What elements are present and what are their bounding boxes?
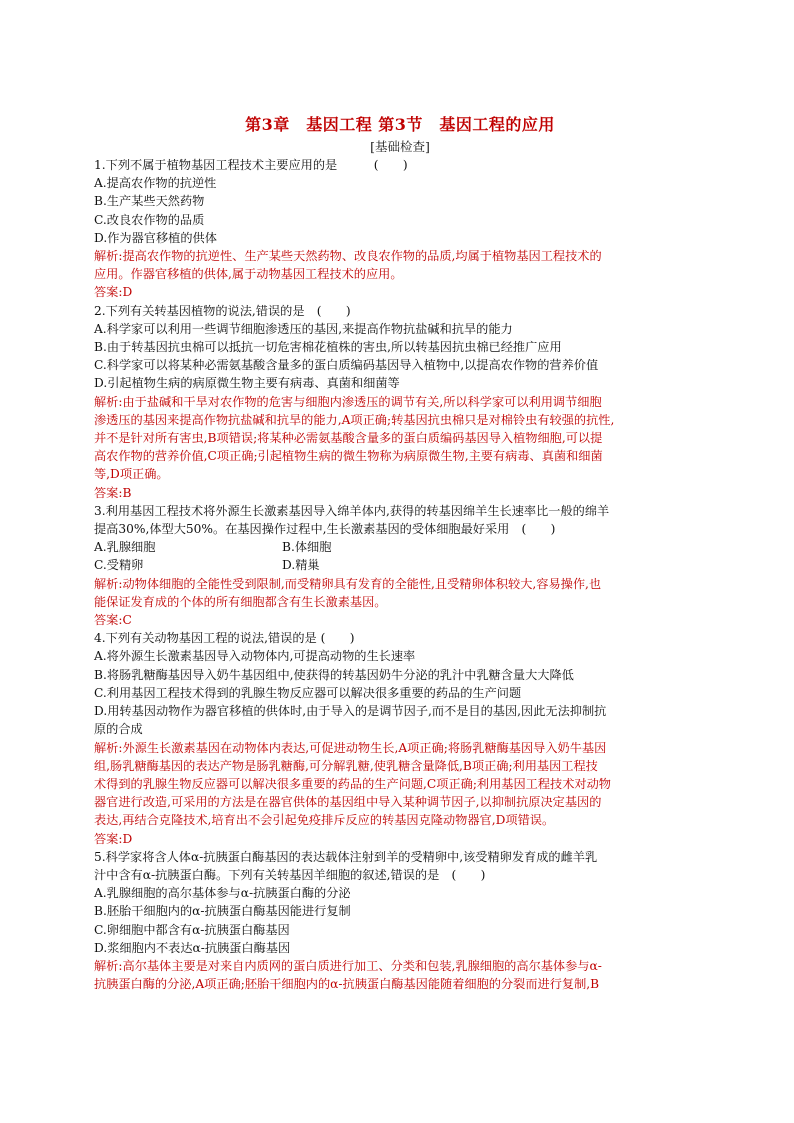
question-5 <box>94 848 706 994</box>
option-d: D.用转基因动物作为器官移植的供体时,由于导入的是调节因子,而不是目的基因,因此无法抑制抗 <box>94 704 607 719</box>
question-stem: 3.利用基因工程技术将外源生长激素基因导入绵羊体内,获得的转基因绵羊生长速率比一般的绵羊 <box>94 503 610 518</box>
question-stem: 1.下列不属于植物基因工程技术主要应用的是 ( ) <box>94 158 408 172</box>
option-b: B.体细胞 <box>282 540 332 555</box>
analysis-line: 解析:提高农作物的抗逆性、生产某些天然药物、改良农作物的品质,均属于植物基因工程技术的 <box>94 249 602 264</box>
document-page <box>94 114 706 993</box>
option-d: D.精巢 <box>282 558 320 573</box>
option-a: A.科学家可以利用一些调节细胞渗透压的基因,来提高作物抗盐碱和抗旱的能力 <box>94 321 513 336</box>
question-stem: 汁中含有α-抗胰蛋白酶。下列有关转基因羊细胞的叙述,错误的是 ( ) <box>94 867 486 882</box>
answer-line: 答案:D <box>94 285 133 300</box>
option-c: C.改良农作物的品质 <box>94 212 205 227</box>
question-stem: 5.科学家将含人体α-抗胰蛋白酶基因的表达载体注射到羊的受精卵中,该受精卵发育成的雌羊乳 <box>94 849 598 864</box>
option-d-continued: 原的合成 <box>94 722 143 737</box>
option-a: A.将外源生长激素基因导入动物体内,可提高动物的生长速率 <box>94 649 416 664</box>
option-b: B.由于转基因抗虫棉可以抵抗一切危害棉花植株的害虫,所以转基因抗虫棉已经推广应用 <box>94 340 562 355</box>
option-b: B.将肠乳糖酶基因导入奶牛基因组中,使获得的转基因奶牛分泌的乳汁中乳糖含量大大降低 <box>94 667 574 682</box>
analysis-line: 能保证发育成的个体的所有细胞都含有生长激素基因。 <box>94 594 387 609</box>
options-row <box>94 538 706 556</box>
answer-line: 答案:B <box>94 485 132 500</box>
option-c: C.科学家可以将某种必需氨基酸含量多的蛋白质编码基因导入植物中,以提高农作物的营养价值 <box>94 358 599 373</box>
question-stem: 4.下列有关动物基因工程的说法,错误的是 ( ) <box>94 631 355 646</box>
answer-line: 答案:C <box>94 613 132 628</box>
page-title: 第3章 基因工程 第3节 基因工程的应用 <box>245 115 555 134</box>
option-b: B.生产某些天然药物 <box>94 194 205 209</box>
option-d: D.作为器官移植的供体 <box>94 230 217 245</box>
analysis-line: 术得到的乳腺生物反应器可以解决很多重要的药品的生产问题,C项正确;利用基因工程技术对动物 <box>94 776 611 791</box>
question-2 <box>94 302 706 502</box>
analysis-line: 解析:由于盐碱和干旱对农作物的危害与细胞内渗透压的调节有关,所以科学家可以利用调节细胞 <box>94 394 602 409</box>
analysis-line: 应用。作器官移植的供体,属于动物基因工程技术的应用。 <box>94 267 403 282</box>
option-d: D.浆细胞内不表达α-抗胰蛋白酶基因 <box>94 940 291 955</box>
analysis-line: 渗透压的基因来提高作物抗盐碱和抗旱的能力,A项正确;转基因抗虫棉只是对棉铃虫有较强的抗性, <box>94 412 615 427</box>
analysis-line: 器官进行改造,可采用的方法是在器官供体的基因组中导入某种调节因子,以抑制抗原决定基因的 <box>94 795 602 810</box>
analysis-line: 并不是针对所有害虫,B项错误;将某种必需氨基酸含量多的蛋白质编码基因导入植物细胞,可以提 <box>94 431 603 446</box>
option-a: A.乳腺细胞的高尔基体参与α-抗胰蛋白酶的分泌 <box>94 886 351 901</box>
analysis-line: 表达,再结合克隆技术,培育出不会引起免疫排斥反应的转基因克隆动物器官,D项错误。 <box>94 813 555 828</box>
question-stem: 2.下列有关转基因植物的说法,错误的是 ( ) <box>94 303 351 318</box>
option-c: C.受精卵 <box>94 558 144 573</box>
analysis-line: 解析:外源生长激素基因在动物体内表达,可促进动物生长,A项正确;将肠乳糖酶基因导入奶牛基因 <box>94 740 607 755</box>
option-a: A.乳腺细胞 <box>94 540 156 555</box>
analysis-line: 高农作物的营养价值,C项正确;引起植物生病的微生物称为病原微生物,主要有病毒、真菌和细菌 <box>94 449 603 464</box>
answer-line: 答案:D <box>94 831 133 846</box>
analysis-line: 解析:高尔基体主要是对来自内质网的蛋白质进行加工、分类和包装,乳腺细胞的高尔基体参与α- <box>94 958 602 973</box>
section-heading: [基础检查] <box>370 139 430 154</box>
option-a: A.提高农作物的抗逆性 <box>94 176 217 191</box>
question-4 <box>94 629 706 847</box>
option-b: B.胚胎干细胞内的α-抗胰蛋白酶基因能进行复制 <box>94 904 351 919</box>
option-d: D.引起植物生病的病原微生物主要有病毒、真菌和细菌等 <box>94 376 400 391</box>
option-c: C.利用基因工程技术得到的乳腺生物反应器可以解决很多重要的药品的生产问题 <box>94 685 522 700</box>
question-3 <box>94 502 706 629</box>
analysis-line: 组,肠乳糖酶基因的表达产物是肠乳糖酶,可分解乳糖,使乳糖含量降低,B项正确;利用基因工程技 <box>94 758 598 773</box>
question-1 <box>94 156 706 302</box>
question-stem: 提高30%,体型大50%。在基因操作过程中,生长激素基因的受体细胞最好采用 ( ) <box>94 522 556 537</box>
options-row <box>94 556 706 574</box>
analysis-line: 等,D项正确。 <box>94 467 169 482</box>
option-c: C.卵细胞中都含有α-抗胰蛋白酶基因 <box>94 922 290 937</box>
analysis-line: 抗胰蛋白酶的分泌,A项正确;胚胎干细胞内的α-抗胰蛋白酶基因能随着细胞的分裂而进行复制,B <box>94 977 600 992</box>
analysis-line: 解析:动物体细胞的全能性受到限制,而受精卵具有发育的全能性,且受精卵体积较大,容易操作,也 <box>94 576 602 591</box>
